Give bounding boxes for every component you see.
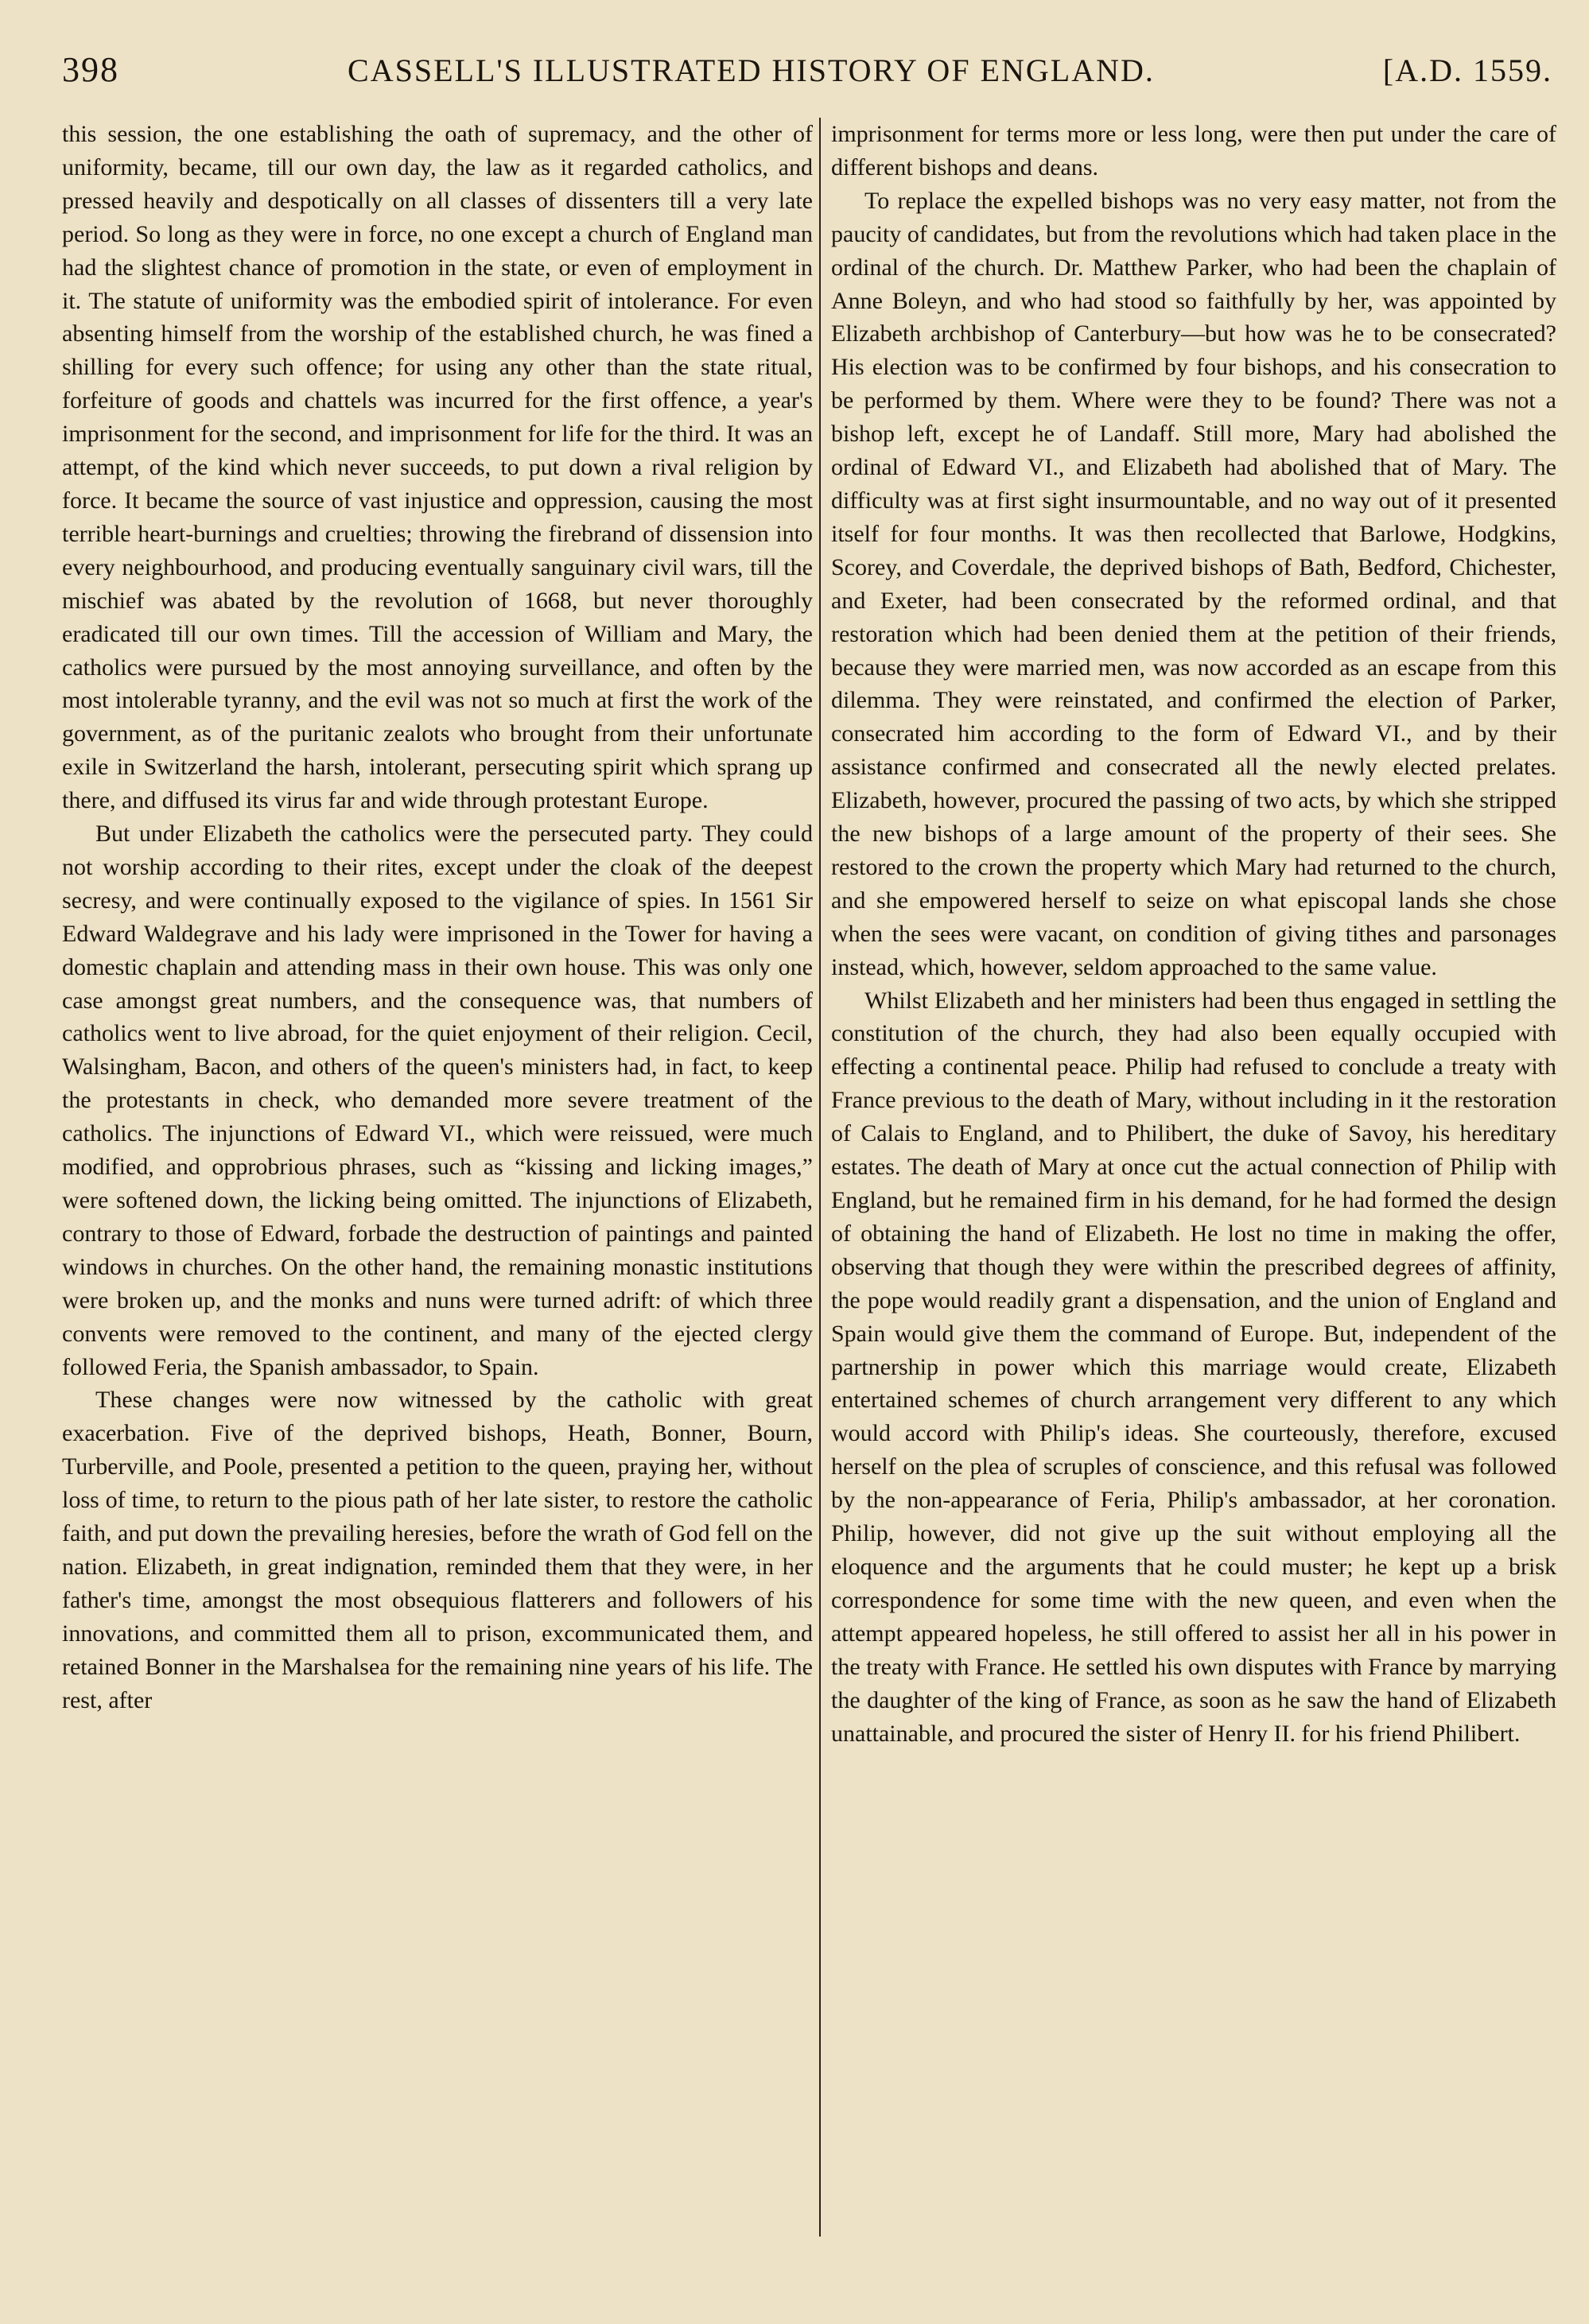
column-divider [819, 118, 821, 2237]
paragraph: this session, the one establishing the oath of supremacy, and the other of uniformity, became, till our own day, the law as it regarded catholics, and pressed heavily and despotically on all classes of dissenters till a very late period. So long as they were in force, no one except a church of England man had the slightest chance of promotion in the state, or even of employment in it. The statute of uniformity was the embodied spirit of intolerance. For even absenting himself from the worship of the established church, he was fined a shilling for every such offence; for using any other than the state ritual, forfeiture of goods and chattels was incurred for the first offence, a year's imprisonment for the second, and imprisonment for life for the third. It was an attempt, of the kind which never succeeds, to put down a rival religion by force. It became the source of vast injustice and oppression, causing the most terrible heart-burnings and cruelties; throwing the firebrand of dissension into every neighbourhood, and producing eventually sanguinary civil wars, till the mischief was abated by the revolution of 1668, but never thoroughly eradicated till our own times. Till the accession of William and Mary, the catholics were pursued by the most annoying surveillance, and often by the most intolerable tyranny, and the evil was not so much at first the work of the government, as of the puritanic zealots who brought from their unfortunate exile in Switzerland the harsh, intolerant, persecuting spirit which sprang up there, and diffused its virus far and wide through protestant Europe. [62, 121, 813, 814]
left-column [62, 118, 813, 1717]
running-header [62, 49, 1552, 95]
page-number: 398 [62, 50, 119, 89]
paragraph: To replace the expelled bishops was no very easy matter, not from the paucity of candidates, but from the revolutions which had taken place in the ordinal of the church. Dr. Matthew Parker, who had been the chaplain of Anne Boleyn, and who had stood so faithfully by her, was appointed by Elizabeth archbishop of Canterbury—but how was he to be consecrated? His election was to be confirmed by four bishops, and his consecration to be performed by them. Where were they to be found? There was not a bishop left, except he of Landaff. Still more, Mary had abolished the ordinal of Edward VI., and Elizabeth had abolished that of Mary. The difficulty was at first sight insurmountable, and no way out of it presented itself for four months. It was then recollected that Barlowe, Hodgkins, Scorey, and Coverdale, the deprived bishops of Bath, Bedford, Chichester, and Exeter, had been consecrated by the reformed ordinal, and that restoration which had been denied them at the petition of their friends, because they were married men, was now accorded as an escape from this dilemma. They were reinstated, and confirmed the election of Parker, consecrated him according to the form of Edward VI., and by their assistance confirmed and consecrated all the newly elected prelates. Elizabeth, however, procured the passing of two acts, by which she stripped the new bishops of a large amount of the property of their sees. She restored to the crown the property which Mary had returned to the church, and she empowered herself to seize on what episcopal lands she chose when the sees were vacant, on condition of giving tithes and parsonages instead, which, however, seldom approached to the same value. [831, 187, 1556, 980]
paragraph: imprisonment for terms more or less long, were then put under the care of different bishops and deans. [831, 121, 1556, 180]
paragraph: But under Elizabeth the catholics were the persecuted party. They could not worship according to their rites, except under the cloak of the deepest secresy, and were continually exposed to the vigilance of spies. In 1561 Sir Edward Waldegrave and his lady were imprisoned in the Tower for having a domestic chaplain and attending mass in their own house. This was only one case amongst great numbers, and the consequence was, that numbers of catholics went to live abroad, for the quiet enjoyment of their religion. Cecil, Walsingham, Bacon, and others of the queen's ministers had, in fact, to keep the protestants in check, who demanded more severe treatment of the catholics. The injunctions of Edward VI., which were reissued, were much modified, and opprobrious phrases, such as “kissing and licking images,” were softened down, the licking being omitted. The injunctions of Elizabeth, contrary to those of Edward, forbade the destruction of paintings and painted windows in churches. On the other hand, the remaining monastic institutions were broken up, and the monks and nuns were turned adrift: of which three convents were removed to the continent, and many of the ejected clergy followed Feria, the Spanish ambassador, to Spain. [62, 821, 813, 1380]
running-title: CASSELL'S ILLUSTRATED HISTORY OF ENGLAND. [348, 52, 1155, 88]
paragraph: Whilst Elizabeth and her ministers had been thus engaged in settling the constitution of the church, they had also been equally occupied with effecting a continental peace. Philip had refused to conclude a treaty with France previous to the death of Mary, without including in it the restoration of Calais to England, and to Philibert, the duke of Savoy, his hereditary estates. The death of Mary at once cut the actual connection of Philip with England, but he remained firm in his demand, for he had formed the design of obtaining the hand of Elizabeth. He lost no time in making the offer, observing that though they were within the prescribed degrees of affinity, the pope would readily grant a dispensation, and the union of England and Spain would give them the command of Europe. But, independent of the partnership in power which this marriage would create, Elizabeth entertained schemes of church arrangement very different to any which would accord with Philip's ideas. She courteously, therefore, excused herself on the plea of scruples of conscience, and this refusal was followed by the non-appearance of Feria, Philip's ambassador, at her coronation. Philip, however, did not give up the suit without employing all the eloquence and the arguments that he could muster; he kept up a brisk correspondence for some time with the new queen, and even when the attempt appeared hopeless, he still offered to assist her all in his power in the treaty with France. He settled his own disputes with France by marrying the daughter of the king of France, as soon as he saw the hand of Elizabeth unattainable, and procured the sister of Henry II. for his friend Philibert. [831, 987, 1556, 1747]
running-date: [A.D. 1559. [1382, 52, 1552, 88]
right-column [831, 118, 1556, 1750]
paragraph: These changes were now witnessed by the catholic with great exacerbation. Five of the deprived bishops, Heath, Bonner, Bourn, Turberville, and Poole, presented a petition to the queen, praying her, without loss of time, to return to the pious path of her late sister, to restore the catholic faith, and put down the prevailing heresies, before the wrath of God fell on the nation. Elizabeth, in great indignation, reminded them that they were, in her father's time, amongst the most obsequious flatterers and followers of his innovations, and committed them all to prison, excommunicated them, and retained Bonner in the Marshalsea for the remaining nine years of his life. The rest, after [62, 1387, 813, 1713]
